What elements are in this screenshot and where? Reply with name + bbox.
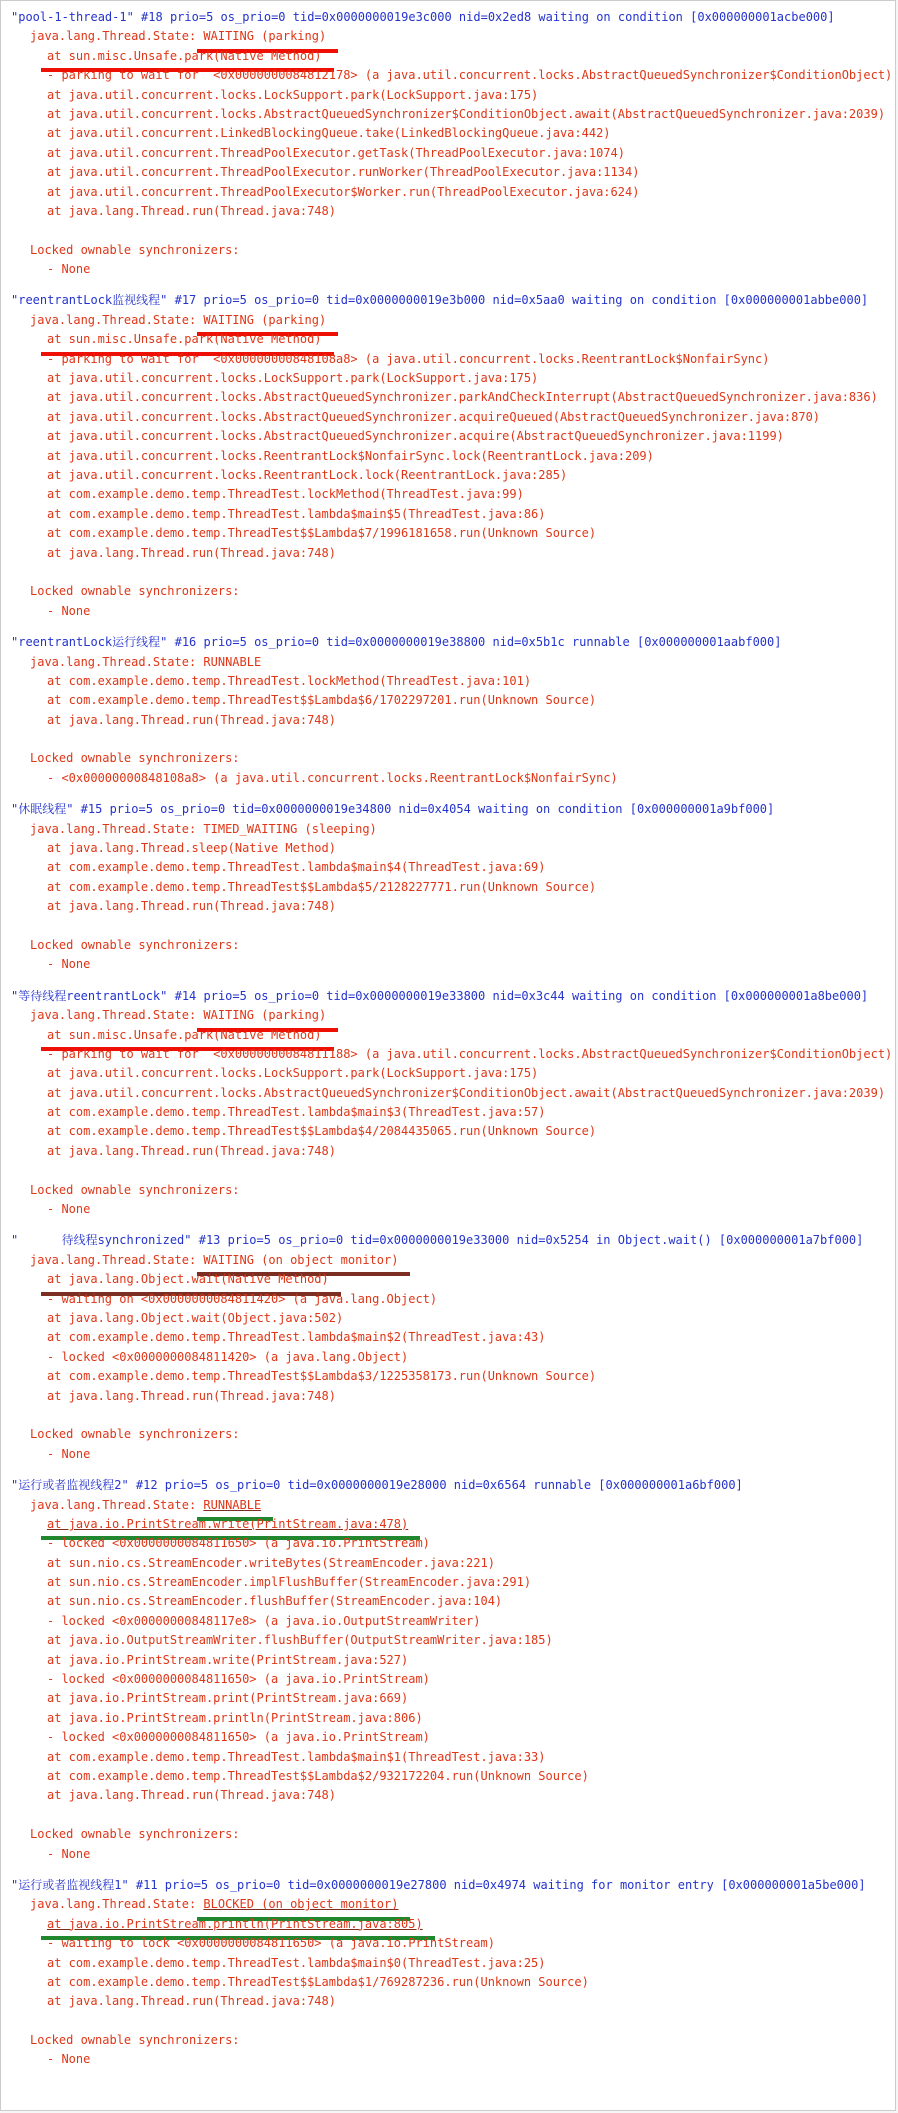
stack-frame-text: at java.util.concurrent.ThreadPoolExecutor.runWorker(ThreadPoolExecutor.java:1134) <box>47 165 640 180</box>
stack-frame-text: at java.util.concurrent.locks.AbstractQueuedSynchronizer.parkAndCheckInterrupt(AbstractQueuedSynchronizer.java:836) <box>47 390 878 405</box>
thread-header: "运行或者监视线程2" #12 prio=5 os_prio=0 tid=0x0000000019e28000 nid=0x6564 runnable [0x000000001a6bf000] <box>11 1478 743 1493</box>
stack-frame-line <box>11 1786 891 1805</box>
locked-synchronizers-label: Locked ownable synchronizers: <box>30 751 240 766</box>
stack-frame-text: at com.example.demo.temp.ThreadTest.lockMethod(ThreadTest.java:99) <box>47 487 524 502</box>
stack-frame-line <box>11 1103 891 1122</box>
stack-frame-line <box>11 369 891 388</box>
stack-frame-text: at com.example.demo.temp.ThreadTest.lambda$main$2(ThreadTest.java:43) <box>47 1330 546 1345</box>
stack-frame-line <box>11 1348 891 1367</box>
stack-frame-line <box>11 1915 891 1934</box>
stack-frame-text: at java.util.concurrent.locks.AbstractQueuedSynchronizer.acquireQueued(AbstractQueuedSynchronizer.java:870) <box>47 409 821 424</box>
stack-frame-line <box>11 1748 891 1767</box>
stack-frame-text: at java.lang.Thread.run(Thread.java:748) <box>47 1388 336 1403</box>
stack-frame-text: at java.lang.Thread.sleep(Native Method) <box>47 841 336 856</box>
stack-frame-line <box>11 1387 891 1406</box>
stack-frame-text: at sun.misc.Unsafe.park(Native Method) <box>41 330 334 355</box>
locked-synchronizers-label: Locked ownable synchronizers: <box>30 937 240 952</box>
stack-frame-text: at java.util.concurrent.locks.LockSupport.park(LockSupport.java:175) <box>47 87 539 102</box>
stack-frame-text: at com.example.demo.temp.ThreadTest$$Lambda$2/932172204.run(Unknown Source) <box>47 1768 589 1783</box>
stack-frame-text: at com.example.demo.temp.ThreadTest.lambda$main$3(ThreadTest.java:57) <box>47 1105 546 1120</box>
thread-block <box>11 987 891 1220</box>
stack-frame-line <box>11 163 891 182</box>
stack-frame-text: at java.util.concurrent.LinkedBlockingQueue.take(LinkedBlockingQueue.java:442) <box>47 126 611 141</box>
stack-frame-text: at com.example.demo.temp.ThreadTest$$Lambda$5/2128227771.run(Unknown Source) <box>47 879 597 894</box>
thread-header: "reentrantLock监视线程" #17 prio=5 os_prio=0 tid=0x0000000019e3b000 nid=0x5aa0 waiting on condition [0x000000001abbe000] <box>11 293 869 308</box>
stack-frame-line <box>11 839 891 858</box>
locked-synchronizers-label: Locked ownable synchronizers: <box>30 1182 240 1197</box>
thread-state-prefix: java.lang.Thread.State: <box>30 1252 204 1267</box>
thread-header: "reentrantLock运行线程" #16 prio=5 os_prio=0 tid=0x0000000019e38800 nid=0x5b1c runnable [0x000000001aabf000] <box>11 635 782 650</box>
thread-block <box>11 633 891 788</box>
stack-frame-line <box>11 524 891 543</box>
stack-frame-line <box>11 427 891 446</box>
stack-frame-text: at com.example.demo.temp.ThreadTest.lockMethod(ThreadTest.java:101) <box>47 673 532 688</box>
locked-synchronizer-item: - None <box>47 957 91 972</box>
stack-frame-line <box>11 86 891 105</box>
thread-state-value: BLOCKED (on object monitor) <box>197 1895 410 1920</box>
thread-state-line <box>11 1496 891 1515</box>
stack-frame-text: at com.example.demo.temp.ThreadTest.lambda$main$1(ThreadTest.java:33) <box>47 1749 546 1764</box>
stack-frame-text: at java.lang.Thread.run(Thread.java:748) <box>47 1143 336 1158</box>
thread-state-value: WAITING (parking) <box>197 311 338 336</box>
thread-state-prefix: java.lang.Thread.State: <box>30 654 204 669</box>
stack-frame-text: at java.lang.Thread.run(Thread.java:748) <box>47 203 336 218</box>
stack-frame-line <box>11 466 891 485</box>
stack-frame-line <box>11 1709 891 1728</box>
stack-frame-line <box>11 1045 891 1064</box>
thread-state-value: RUNNABLE <box>197 1496 273 1521</box>
stack-frame-line <box>11 47 891 66</box>
stack-frame-line <box>11 1631 891 1650</box>
stack-frame-text: at java.io.OutputStreamWriter.flushBuffer(OutputStreamWriter.java:185) <box>47 1633 553 1648</box>
stack-frame-text: at java.io.PrintStream.print(PrintStream.java:669) <box>47 1691 409 1706</box>
stack-frame-line <box>11 350 891 369</box>
stack-frame-line <box>11 878 891 897</box>
stack-frame-line <box>11 544 891 563</box>
stack-frame-text: at java.util.concurrent.locks.AbstractQueuedSynchronizer$ConditionObject.await(AbstractQueuedSynchronizer.java:2039) <box>47 106 886 121</box>
stack-frame-text: at java.lang.Thread.run(Thread.java:748) <box>47 1788 336 1803</box>
stack-frame-line <box>11 66 891 85</box>
locked-synchronizers-label: Locked ownable synchronizers: <box>30 1827 240 1842</box>
stack-frame-line <box>11 1554 891 1573</box>
stack-frame-line <box>11 1973 891 1992</box>
stack-frame-line <box>11 1670 891 1689</box>
thread-block <box>11 800 891 975</box>
stack-frame-text: at sun.nio.cs.StreamEncoder.writeBytes(StreamEncoder.java:221) <box>47 1555 495 1570</box>
thread-state-prefix: java.lang.Thread.State: <box>30 29 204 44</box>
stack-frame-line <box>11 1592 891 1611</box>
stack-frame-line <box>11 1689 891 1708</box>
stack-frame-line <box>11 1064 891 1083</box>
locked-synchronizer-item: - None <box>47 1446 91 1461</box>
stack-frame-text: at java.util.concurrent.locks.AbstractQueuedSynchronizer.acquire(AbstractQueuedSynchronizer.java:1199) <box>47 429 784 444</box>
stack-frame-line <box>11 447 891 466</box>
stack-frame-line <box>11 144 891 163</box>
stack-frame-line <box>11 1534 891 1553</box>
stack-frame-text: at java.util.concurrent.ThreadPoolExecutor.getTask(ThreadPoolExecutor.java:1074) <box>47 145 625 160</box>
thread-state-value: WAITING (parking) <box>197 27 338 52</box>
stack-frame-line <box>11 1309 891 1328</box>
stack-frame-line <box>11 1612 891 1631</box>
stack-frame-text: at java.io.PrintStream.write(PrintStream.java:478) <box>41 1515 420 1540</box>
stack-frame-text: at java.util.concurrent.locks.AbstractQueuedSynchronizer$ConditionObject.await(AbstractQueuedSynchronizer.java:2039) <box>47 1085 886 1100</box>
thread-header: "休眠线程" #15 prio=5 os_prio=0 tid=0x0000000019e34800 nid=0x4054 waiting on condition [0x000000001a9bf000] <box>11 802 775 817</box>
thread-state-line <box>11 1006 891 1025</box>
thread-header: "运行或者监视线程1" #11 prio=5 os_prio=0 tid=0x0000000019e27800 nid=0x4974 waiting for monitor entry [0x000000001a5be000] <box>11 1877 866 1892</box>
stack-frame-line <box>11 1728 891 1747</box>
locked-synchronizer-item: - None <box>47 1202 91 1217</box>
stack-frame-line <box>11 1992 891 2011</box>
stack-frame-line <box>11 202 891 221</box>
stack-frame-text: at sun.misc.Unsafe.park(Native Method) <box>41 1026 334 1051</box>
stack-frame-line <box>11 1954 891 1973</box>
locked-synchronizer-item: - None <box>47 1846 91 1861</box>
thread-block <box>11 1231 891 1464</box>
thread-state-value: WAITING (parking) <box>197 1006 338 1031</box>
stack-frame-line <box>11 1270 891 1289</box>
stack-frame-text: at java.io.PrintStream.write(PrintStream.java:527) <box>47 1652 409 1667</box>
stack-frame-line <box>11 1122 891 1141</box>
locked-synchronizers-label: Locked ownable synchronizers: <box>30 2033 240 2048</box>
locked-synchronizers-label: Locked ownable synchronizers: <box>30 242 240 257</box>
locked-synchronizer-item: - None <box>47 603 91 618</box>
stack-frame-line <box>11 1084 891 1103</box>
thread-state-value: RUNNABLE <box>203 654 262 669</box>
stack-frame-line <box>11 485 891 504</box>
stack-frame-text: - parking to wait for <0x0000000084812178> (a java.util.concurrent.locks.AbstractQueuedSynchronizer$ConditionObject) <box>47 68 893 83</box>
stack-frame-line <box>11 858 891 877</box>
stack-frame-line <box>11 505 891 524</box>
stack-frame-text: at java.lang.Thread.run(Thread.java:748) <box>47 1994 336 2009</box>
stack-frame-line <box>11 330 891 349</box>
stack-frame-line <box>11 1142 891 1161</box>
stack-frame-text: at com.example.demo.temp.ThreadTest.lambda$main$0(ThreadTest.java:25) <box>47 1955 546 1970</box>
stack-frame-text: - locked <0x00000000848117e8> (a java.io.OutputStreamWriter) <box>47 1613 481 1628</box>
thread-header: "等待线程reentrantLock" #14 prio=5 os_prio=0 tid=0x0000000019e33800 nid=0x3c44 waiting on condition [0x000000001a8be000] <box>11 988 869 1003</box>
stack-frame-text: at sun.nio.cs.StreamEncoder.implFlushBuffer(StreamEncoder.java:291) <box>47 1575 532 1590</box>
stack-frame-line <box>11 1328 891 1347</box>
thread-state-line <box>11 1251 891 1270</box>
locked-synchronizers-label: Locked ownable synchronizers: <box>30 584 240 599</box>
stack-frame-text: - waiting to lock <0x0000000084811650> (a java.io.PrintStream) <box>47 1936 495 1951</box>
stack-frame-text: at sun.nio.cs.StreamEncoder.flushBuffer(StreamEncoder.java:104) <box>47 1594 503 1609</box>
stack-frame-text: at java.io.PrintStream.println(PrintStream.java:806) <box>47 1710 423 1725</box>
stack-frame-text: at java.io.PrintStream.println(PrintStream.java:805) <box>41 1915 435 1940</box>
stack-frame-line <box>11 1767 891 1786</box>
thread-header: "pool-1-thread-1" #18 prio=5 os_prio=0 tid=0x0000000019e3c000 nid=0x2ed8 waiting on condition [0x000000001acbe000] <box>11 10 835 24</box>
thread-block <box>11 1876 891 2070</box>
stack-frame-line <box>11 691 891 710</box>
stack-frame-text: at com.example.demo.temp.ThreadTest$$Lambda$7/1996181658.run(Unknown Source) <box>47 526 597 541</box>
stack-frame-text: - locked <0x0000000084811650> (a java.io.PrintStream) <box>47 1536 430 1551</box>
thread-state-line <box>11 27 891 46</box>
thread-state-line <box>11 820 891 839</box>
stack-frame-text: at com.example.demo.temp.ThreadTest$$Lambda$4/2084435065.run(Unknown Source) <box>47 1124 597 1139</box>
stack-frame-text: at java.lang.Object.wait(Native Method) <box>41 1270 341 1295</box>
stack-frame-text: - waiting on <0x0000000084811420> (a java.lang.Object) <box>47 1291 438 1306</box>
stack-frame-text: at java.util.concurrent.locks.LockSupport.park(LockSupport.java:175) <box>47 1066 539 1081</box>
stack-frame-text: - locked <0x0000000084811650> (a java.io.PrintStream) <box>47 1730 430 1745</box>
stack-frame-line <box>11 388 891 407</box>
thread-state-prefix: java.lang.Thread.State: <box>30 1897 204 1912</box>
thread-state-prefix: java.lang.Thread.State: <box>30 821 204 836</box>
stack-frame-line <box>11 897 891 916</box>
stack-frame-text: at java.util.concurrent.ThreadPoolExecutor$Worker.run(ThreadPoolExecutor.java:624) <box>47 184 640 199</box>
stack-frame-text: at java.lang.Thread.run(Thread.java:748) <box>47 545 336 560</box>
stack-frame-line <box>11 105 891 124</box>
thread-state-line <box>11 653 891 672</box>
stack-frame-line <box>11 1367 891 1386</box>
thread-state-line <box>11 1895 891 1914</box>
stack-frame-text: at java.util.concurrent.locks.ReentrantLock.lock(ReentrantLock.java:285) <box>47 467 568 482</box>
stack-frame-line <box>11 124 891 143</box>
stack-frame-text: at java.util.concurrent.locks.ReentrantLock$NonfairSync.lock(ReentrantLock.java:209) <box>47 448 654 463</box>
stack-frame-line <box>11 711 891 730</box>
stack-frame-text: at java.lang.Thread.run(Thread.java:748) <box>47 899 336 914</box>
stack-frame-text: at com.example.demo.temp.ThreadTest$$Lambda$1/769287236.run(Unknown Source) <box>47 1974 589 1989</box>
stack-frame-line <box>11 672 891 691</box>
thread-state-line <box>11 311 891 330</box>
stack-frame-line <box>11 1651 891 1670</box>
thread-block <box>11 291 891 621</box>
stack-frame-text: - locked <0x0000000084811650> (a java.io.PrintStream) <box>47 1672 430 1687</box>
locked-synchronizer-item: - <0x00000000848108a8> (a java.util.concurrent.locks.ReentrantLock$NonfairSync) <box>47 770 618 785</box>
stack-frame-line <box>11 1515 891 1534</box>
stack-frame-line <box>11 1573 891 1592</box>
stack-frame-text: at java.util.concurrent.locks.LockSupport.park(LockSupport.java:175) <box>47 371 539 386</box>
locked-synchronizer-item: - None <box>47 262 91 277</box>
stack-frame-line <box>11 1026 891 1045</box>
thread-block <box>11 8 891 279</box>
locked-synchronizers-label: Locked ownable synchronizers: <box>30 1427 240 1442</box>
stack-frame-text: at com.example.demo.temp.ThreadTest.lambda$main$4(ThreadTest.java:69) <box>47 860 546 875</box>
stack-frame-line <box>11 1934 891 1953</box>
stack-frame-text: - parking to wait for <0x0000000084811188> (a java.util.concurrent.locks.AbstractQueuedSynchronizer$ConditionObject) <box>47 1046 893 1061</box>
stack-frame-line <box>11 183 891 202</box>
thread-state-prefix: java.lang.Thread.State: <box>30 1497 204 1512</box>
thread-state-value: WAITING (on object monitor) <box>197 1251 410 1276</box>
stack-frame-text: at com.example.demo.temp.ThreadTest$$Lambda$6/1702297201.run(Unknown Source) <box>47 693 597 708</box>
stack-frame-text: at sun.misc.Unsafe.park(Native Method) <box>41 47 334 72</box>
thread-header: " 待线程synchronized" #13 prio=5 os_prio=0 tid=0x0000000019e33000 nid=0x5254 in Object.wait() [0x000000001a7bf000] <box>11 1233 864 1248</box>
stack-frame-text: at java.lang.Object.wait(Object.java:502) <box>47 1311 344 1325</box>
stack-frame-text: - parking to wait for <0x00000000848108a8> (a java.util.concurrent.locks.ReentrantLock$NonfairSync) <box>47 351 770 366</box>
thread-list <box>11 8 891 2070</box>
stack-frame-text: at java.lang.Thread.run(Thread.java:748) <box>47 712 336 727</box>
stack-frame-text: at com.example.demo.temp.ThreadTest$$Lambda$3/1225358173.run(Unknown Source) <box>47 1369 597 1384</box>
stack-frame-line <box>11 408 891 427</box>
thread-state-prefix: java.lang.Thread.State: <box>30 1008 204 1023</box>
stack-frame-text: - locked <0x0000000084811420> (a java.lang.Object) <box>47 1349 409 1364</box>
stack-frame-line <box>11 1290 891 1309</box>
thread-state-value: TIMED_WAITING (sleeping) <box>203 821 377 836</box>
stack-frame-text: at com.example.demo.temp.ThreadTest.lambda$main$5(ThreadTest.java:86) <box>47 506 546 521</box>
locked-synchronizer-item: - None <box>47 2052 91 2067</box>
thread-block <box>11 1476 891 1864</box>
thread-state-prefix: java.lang.Thread.State: <box>30 312 204 327</box>
